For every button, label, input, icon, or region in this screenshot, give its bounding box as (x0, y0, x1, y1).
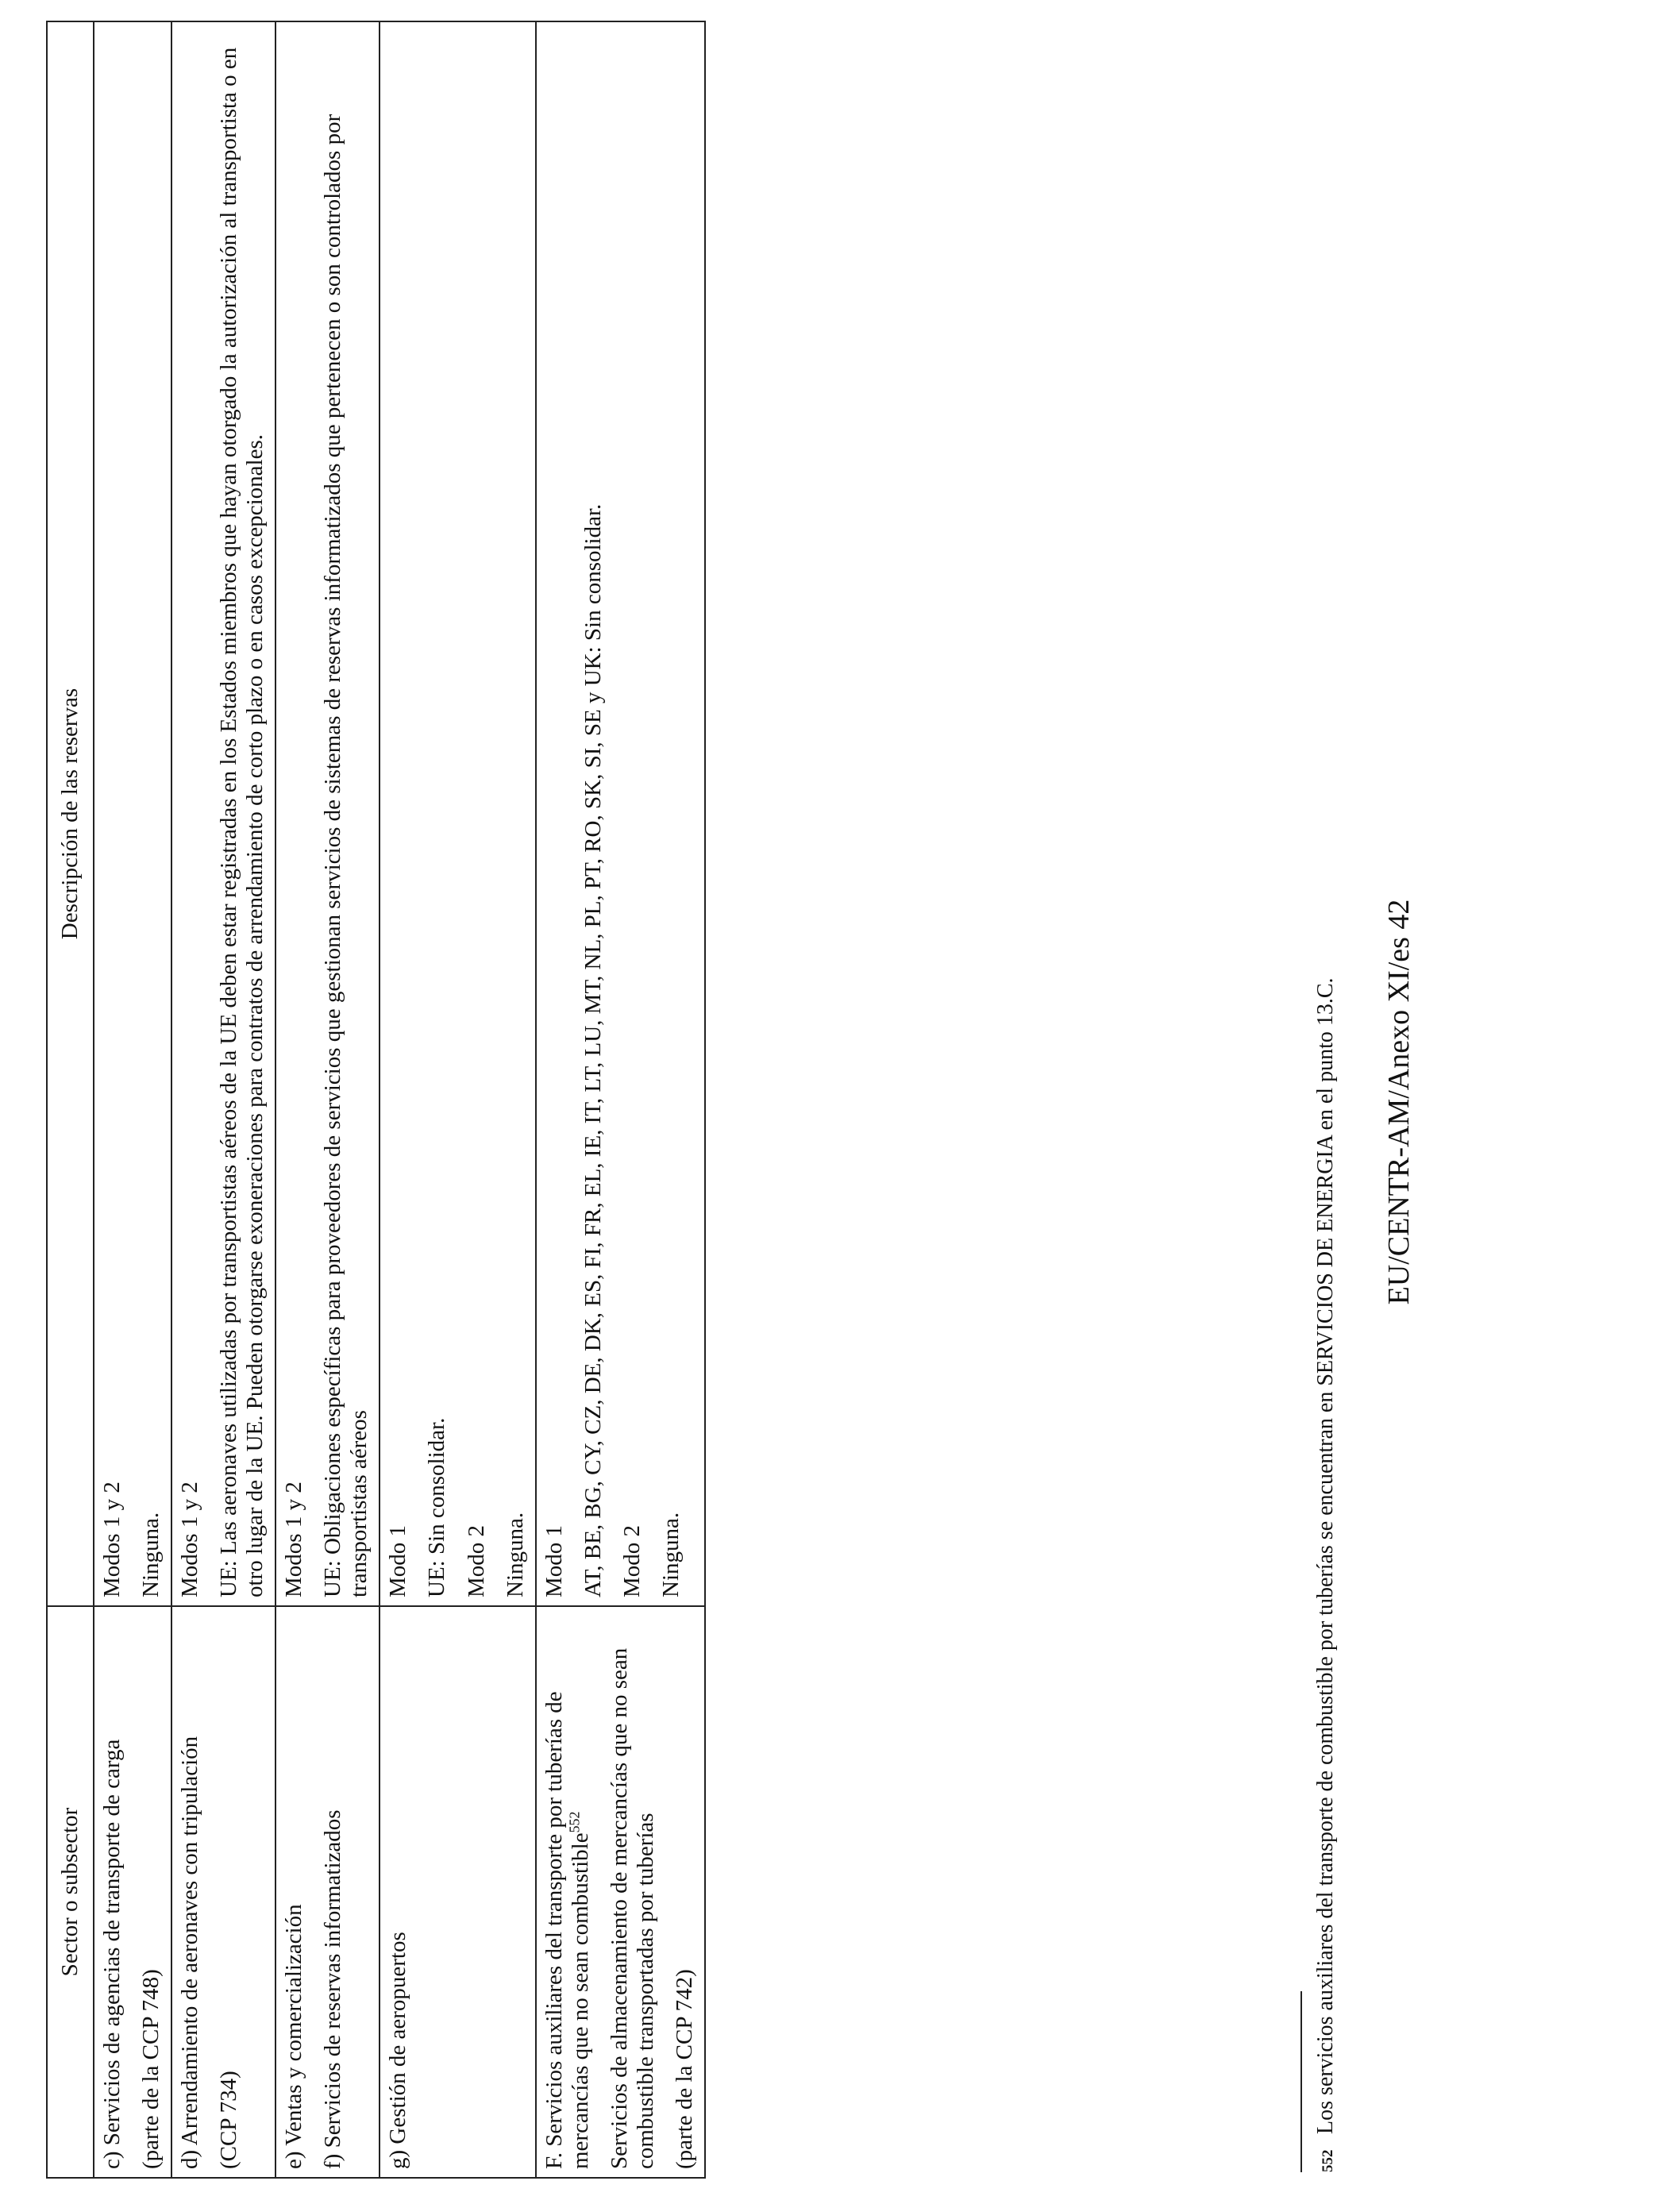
sector-line: (CCP 734) (216, 2071, 242, 2169)
description-line: UE: Sin consolidar. (424, 1417, 450, 1597)
page-label: EU/CENTR-AM/Anexo XI/es 42 (1382, 899, 1416, 1305)
description-line: UE: Obligaciones específicas para proveedores de servicios que gestionan servicios de sistemas de reservas informatizados que pertenecen o son controlados por transportistas aéreos (320, 114, 372, 1597)
sector-line: d) Arrendamiento de aeronaves con tripulación (177, 1736, 203, 2169)
description-cell (94, 21, 171, 1606)
header-sector: Sector o subsector (47, 1606, 94, 2178)
sector-main-text: F. Servicios auxiliares del transporte por tuberías de mercancías que no sean combustible (541, 1691, 593, 2169)
description-line: UE: Las aeronaves utilizadas por transportistas aéreos de la UE deben estar registradas en los Estados miembros que hayan otorgado la autorización al transportista o en otro lugar de la UE. Pueden otorgarse exoneraciones para contratos de arrendamiento de corto plazo o en casos excepcionales. (216, 47, 268, 1597)
sector-cell (380, 1606, 535, 2178)
description-line: Modo 1 (541, 1524, 567, 1597)
header-description: Descripción de las reservas (47, 21, 94, 1606)
sector-cell (276, 1606, 380, 2178)
description-line: Modos 1 y 2 (177, 1482, 203, 1597)
table-header-row (47, 21, 94, 2178)
description-line: Modo 1 (385, 1524, 411, 1597)
description-line: Ninguna. (138, 1512, 164, 1597)
description-line: Modos 1 y 2 (99, 1482, 125, 1597)
sector-line: e) Ventas y comercialización (281, 1904, 307, 2169)
description-line: Modo 2 (463, 1524, 489, 1597)
description-cell (536, 21, 705, 1606)
description-cell (171, 21, 276, 1606)
description-line: Modos 1 y 2 (281, 1482, 307, 1597)
table-row (94, 21, 171, 2178)
sector-line: Servicios de almacenamiento de mercancías que no sean combustible transportadas por tuberías (606, 1647, 658, 2169)
footnote-reference: 552 (566, 1811, 582, 1833)
sector-line: c) Servicios de agencias de transporte de carga (99, 1739, 125, 2169)
description-cell (276, 21, 380, 1606)
sector-line: (parte de la CCP 748) (138, 1969, 164, 2169)
table-row (536, 21, 705, 2178)
table-row (380, 21, 535, 2178)
footnote (1313, 977, 1339, 2172)
sector-line: g) Gestión de aeropuertos (385, 1932, 411, 2169)
description-line: Modo 2 (618, 1524, 645, 1597)
description-line: Ninguna. (502, 1512, 528, 1597)
sector-cell (536, 1606, 705, 2178)
description-line: AT, BE, BG, CY, CZ, DE, DK, ES, FI, FR, EL, IE, IT, LT, LU, MT, NL, PL, PT, RO, SK, SI, SE y UK: Sin consolidar. (580, 503, 606, 1597)
reservations-table (46, 21, 706, 2179)
sector-line: f) Servicios de reservas informatizados (320, 1809, 346, 2169)
table-row (276, 21, 380, 2178)
sector-line: (parte de la CCP 742) (671, 1969, 697, 2169)
description-line: Ninguna. (657, 1512, 684, 1597)
footnote-text: Los servicios auxiliares del transporte de combustible por tuberías se encuentran en SERVICIOS DE ENERGIA en el punto 13.C. (1313, 977, 1338, 2134)
footnote-divider (1300, 1991, 1302, 2172)
description-cell (380, 21, 535, 1606)
sector-cell (94, 1606, 171, 2178)
sector-cell (171, 1606, 276, 2178)
table-row (171, 21, 276, 2178)
footnote-number: 552 (1320, 2149, 1336, 2172)
sector-line (541, 1615, 594, 2169)
